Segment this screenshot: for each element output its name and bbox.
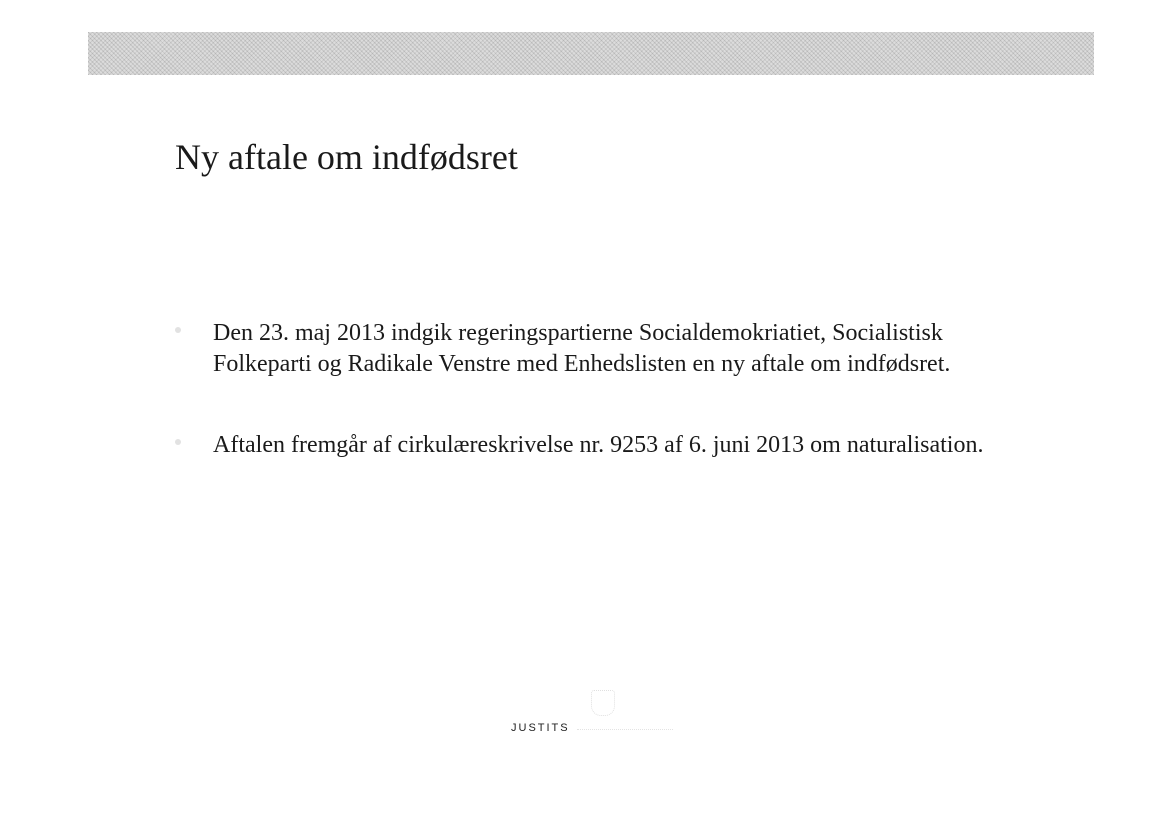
logo-wordmark: JUSTITS xyxy=(511,722,570,734)
bullet-text: Den 23. maj 2013 indgik regeringspartierne Socialdemokriatiet, Socialistisk Folkeparti og Radikale Venstre med Enhedslisten en ny aftale om indfødsret. xyxy=(213,320,951,377)
ministry-logo xyxy=(511,690,691,740)
bullet-dot-icon xyxy=(175,327,181,333)
bullet-item xyxy=(175,430,995,461)
slide-title: Ny aftale om indfødsret xyxy=(175,137,518,177)
crown-crest-icon xyxy=(591,690,615,716)
bullet-list xyxy=(175,318,995,461)
bullet-text: Aftalen fremgår af cirkulæreskrivelse nr. 9253 af 6. juni 2013 om naturalisation. xyxy=(213,432,984,458)
bullet-item xyxy=(175,318,995,380)
logo-faded-wordmark xyxy=(577,729,673,731)
bullet-dot-icon xyxy=(175,439,181,445)
header-band xyxy=(88,32,1094,75)
